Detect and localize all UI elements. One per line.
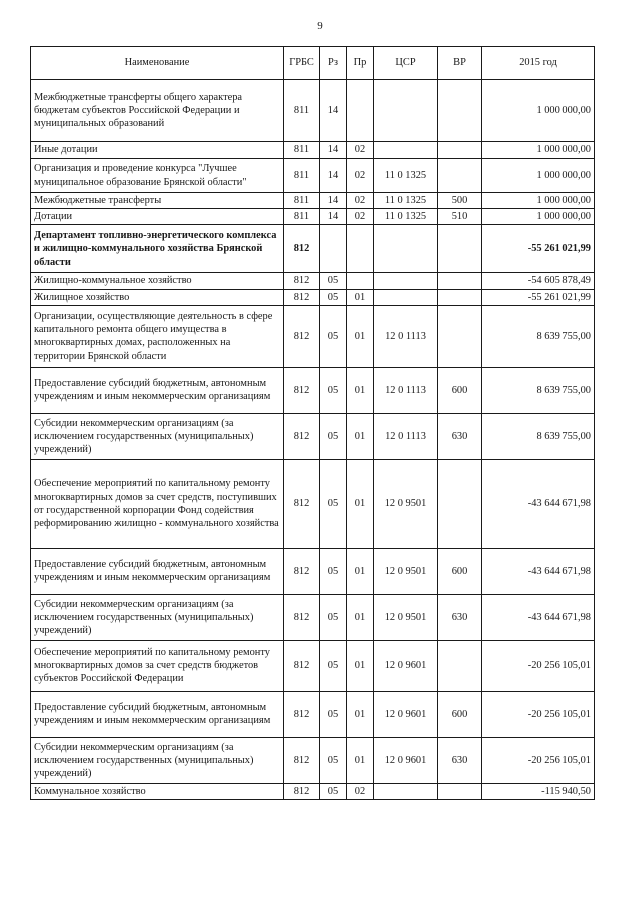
cell-rz: 05 (320, 367, 347, 413)
cell-name: Предоставление субсидий бюджетным, автономным учреждениям и иным некоммерческим организациям (31, 548, 284, 594)
budget-table (30, 46, 595, 800)
cell-name: Субсидии некоммерческим организациям (за исключением государственных (муниципальных) учреждений) (31, 737, 284, 783)
cell-amount: 1 000 000,00 (482, 80, 595, 142)
cell-csr (374, 783, 438, 799)
cell-grbs: 812 (284, 367, 320, 413)
page-number: 9 (317, 20, 323, 32)
cell-vr: 630 (438, 413, 482, 459)
cell-vr: 510 (438, 209, 482, 225)
table-row (31, 548, 595, 594)
cell-grbs: 811 (284, 193, 320, 209)
cell-pr: 01 (347, 305, 374, 367)
cell-pr (347, 273, 374, 289)
header-year: 2015 год (482, 47, 595, 80)
cell-pr: 02 (347, 159, 374, 193)
cell-pr: 01 (347, 289, 374, 305)
cell-rz: 14 (320, 142, 347, 159)
cell-name: Межбюджетные трансферты (31, 193, 284, 209)
cell-vr (438, 640, 482, 691)
cell-csr: 12 0 9501 (374, 594, 438, 640)
cell-vr: 630 (438, 594, 482, 640)
cell-grbs: 812 (284, 289, 320, 305)
cell-name: Обеспечение мероприятий по капитальному ремонту многоквартирных домов за счет средств, поступивших от государственной корпорации Фонд содействия реформированию жилищно - коммунального хозяйства (31, 459, 284, 548)
cell-amount: -115 940,50 (482, 783, 595, 799)
cell-rz: 05 (320, 413, 347, 459)
table-row (31, 209, 595, 225)
cell-csr: 12 0 1113 (374, 413, 438, 459)
table-row (31, 640, 595, 691)
table-row (31, 159, 595, 193)
cell-amount: 1 000 000,00 (482, 209, 595, 225)
header-row (31, 47, 595, 80)
cell-csr (374, 225, 438, 273)
cell-vr: 600 (438, 691, 482, 737)
cell-csr: 12 0 9601 (374, 691, 438, 737)
cell-pr: 01 (347, 640, 374, 691)
cell-grbs: 812 (284, 459, 320, 548)
cell-name: Организация и проведение конкурса "Лучшее муниципальное образование Брянской области" (31, 159, 284, 193)
table-row (31, 142, 595, 159)
table-row (31, 691, 595, 737)
cell-grbs: 812 (284, 640, 320, 691)
cell-vr (438, 459, 482, 548)
cell-csr: 12 0 9501 (374, 548, 438, 594)
cell-vr: 630 (438, 737, 482, 783)
cell-csr (374, 142, 438, 159)
cell-grbs: 812 (284, 691, 320, 737)
cell-grbs: 812 (284, 594, 320, 640)
cell-amount: -20 256 105,01 (482, 691, 595, 737)
table-row (31, 305, 595, 367)
cell-name: Межбюджетные трансферты общего характера бюджетам субъектов Российской Федерации и муниципальных образований (31, 80, 284, 142)
cell-csr (374, 80, 438, 142)
cell-name: Жилищное хозяйство (31, 289, 284, 305)
cell-rz: 05 (320, 459, 347, 548)
cell-rz: 05 (320, 640, 347, 691)
cell-csr: 12 0 9601 (374, 640, 438, 691)
cell-amount: -54 605 878,49 (482, 273, 595, 289)
table-row (31, 273, 595, 289)
cell-rz: 05 (320, 737, 347, 783)
cell-name: Обеспечение мероприятий по капитальному ремонту многоквартирных домов за счет средств бюджетов субъектов Российской Федерации (31, 640, 284, 691)
header-rz: Рз (320, 47, 347, 80)
table-row (31, 367, 595, 413)
table-row (31, 225, 595, 273)
cell-vr (438, 273, 482, 289)
cell-vr (438, 80, 482, 142)
table-row (31, 289, 595, 305)
cell-csr (374, 289, 438, 305)
cell-name: Департамент топливно-энергетического комплекса и жилищно-коммунального хозяйства Брянской области (31, 225, 284, 273)
cell-vr (438, 289, 482, 305)
cell-amount: 8 639 755,00 (482, 367, 595, 413)
cell-grbs: 811 (284, 142, 320, 159)
header-grbs: ГРБС (284, 47, 320, 80)
cell-amount: -43 644 671,98 (482, 548, 595, 594)
cell-rz: 14 (320, 209, 347, 225)
header-vr: ВР (438, 47, 482, 80)
cell-name: Коммунальное хозяйство (31, 783, 284, 799)
cell-pr: 02 (347, 209, 374, 225)
cell-pr: 02 (347, 193, 374, 209)
cell-pr: 02 (347, 142, 374, 159)
cell-name: Организации, осуществляющие деятельность в сфере капитального ремонта общего имущества в многоквартирных домах, расположенных на территории Брянской области (31, 305, 284, 367)
cell-pr: 01 (347, 737, 374, 783)
cell-rz: 05 (320, 594, 347, 640)
cell-grbs: 812 (284, 737, 320, 783)
cell-vr (438, 305, 482, 367)
cell-grbs: 811 (284, 209, 320, 225)
cell-grbs: 811 (284, 159, 320, 193)
cell-amount: -43 644 671,98 (482, 459, 595, 548)
cell-name: Субсидии некоммерческим организациям (за исключением государственных (муниципальных) учреждений) (31, 594, 284, 640)
header-name: Наименование (31, 47, 284, 80)
cell-amount: -20 256 105,01 (482, 640, 595, 691)
cell-vr: 600 (438, 367, 482, 413)
cell-name: Предоставление субсидий бюджетным, автономным учреждениям и иным некоммерческим организациям (31, 367, 284, 413)
cell-vr: 600 (438, 548, 482, 594)
cell-rz: 14 (320, 159, 347, 193)
cell-csr: 11 0 1325 (374, 193, 438, 209)
cell-pr: 01 (347, 691, 374, 737)
cell-csr: 12 0 9501 (374, 459, 438, 548)
table-row (31, 737, 595, 783)
cell-rz: 05 (320, 783, 347, 799)
cell-csr: 11 0 1325 (374, 209, 438, 225)
cell-grbs: 812 (284, 273, 320, 289)
table-row (31, 413, 595, 459)
cell-csr: 11 0 1325 (374, 159, 438, 193)
table-row (31, 193, 595, 209)
header-pr: Пр (347, 47, 374, 80)
cell-amount: -55 261 021,99 (482, 225, 595, 273)
cell-pr: 01 (347, 459, 374, 548)
cell-pr (347, 225, 374, 273)
cell-name: Предоставление субсидий бюджетным, автономным учреждениям и иным некоммерческим организациям (31, 691, 284, 737)
cell-pr: 01 (347, 594, 374, 640)
cell-pr: 01 (347, 367, 374, 413)
cell-grbs: 812 (284, 413, 320, 459)
table-row (31, 594, 595, 640)
cell-rz: 14 (320, 193, 347, 209)
cell-amount: -43 644 671,98 (482, 594, 595, 640)
cell-csr (374, 273, 438, 289)
cell-amount: 8 639 755,00 (482, 305, 595, 367)
cell-name: Субсидии некоммерческим организациям (за исключением государственных (муниципальных) учреждений) (31, 413, 284, 459)
cell-pr (347, 80, 374, 142)
cell-pr: 01 (347, 413, 374, 459)
cell-csr: 12 0 1113 (374, 367, 438, 413)
cell-rz: 05 (320, 289, 347, 305)
cell-rz: 05 (320, 305, 347, 367)
cell-csr: 12 0 9601 (374, 737, 438, 783)
cell-rz: 05 (320, 548, 347, 594)
cell-amount: 1 000 000,00 (482, 159, 595, 193)
cell-amount: 1 000 000,00 (482, 142, 595, 159)
cell-vr: 500 (438, 193, 482, 209)
cell-vr (438, 783, 482, 799)
table-row (31, 783, 595, 799)
cell-pr: 01 (347, 548, 374, 594)
table-row (31, 80, 595, 142)
cell-name: Жилищно-коммунальное хозяйство (31, 273, 284, 289)
cell-vr (438, 225, 482, 273)
cell-csr: 12 0 1113 (374, 305, 438, 367)
table-row (31, 459, 595, 548)
cell-rz: 05 (320, 273, 347, 289)
cell-amount: 8 639 755,00 (482, 413, 595, 459)
cell-grbs: 812 (284, 305, 320, 367)
cell-vr (438, 159, 482, 193)
cell-vr (438, 142, 482, 159)
cell-grbs: 811 (284, 80, 320, 142)
cell-grbs: 812 (284, 783, 320, 799)
cell-grbs: 812 (284, 548, 320, 594)
cell-rz: 14 (320, 80, 347, 142)
header-csr: ЦСР (374, 47, 438, 80)
cell-rz (320, 225, 347, 273)
cell-amount: -55 261 021,99 (482, 289, 595, 305)
cell-rz: 05 (320, 691, 347, 737)
cell-name: Дотации (31, 209, 284, 225)
cell-amount: -20 256 105,01 (482, 737, 595, 783)
cell-amount: 1 000 000,00 (482, 193, 595, 209)
cell-pr: 02 (347, 783, 374, 799)
cell-name: Иные дотации (31, 142, 284, 159)
cell-grbs: 812 (284, 225, 320, 273)
